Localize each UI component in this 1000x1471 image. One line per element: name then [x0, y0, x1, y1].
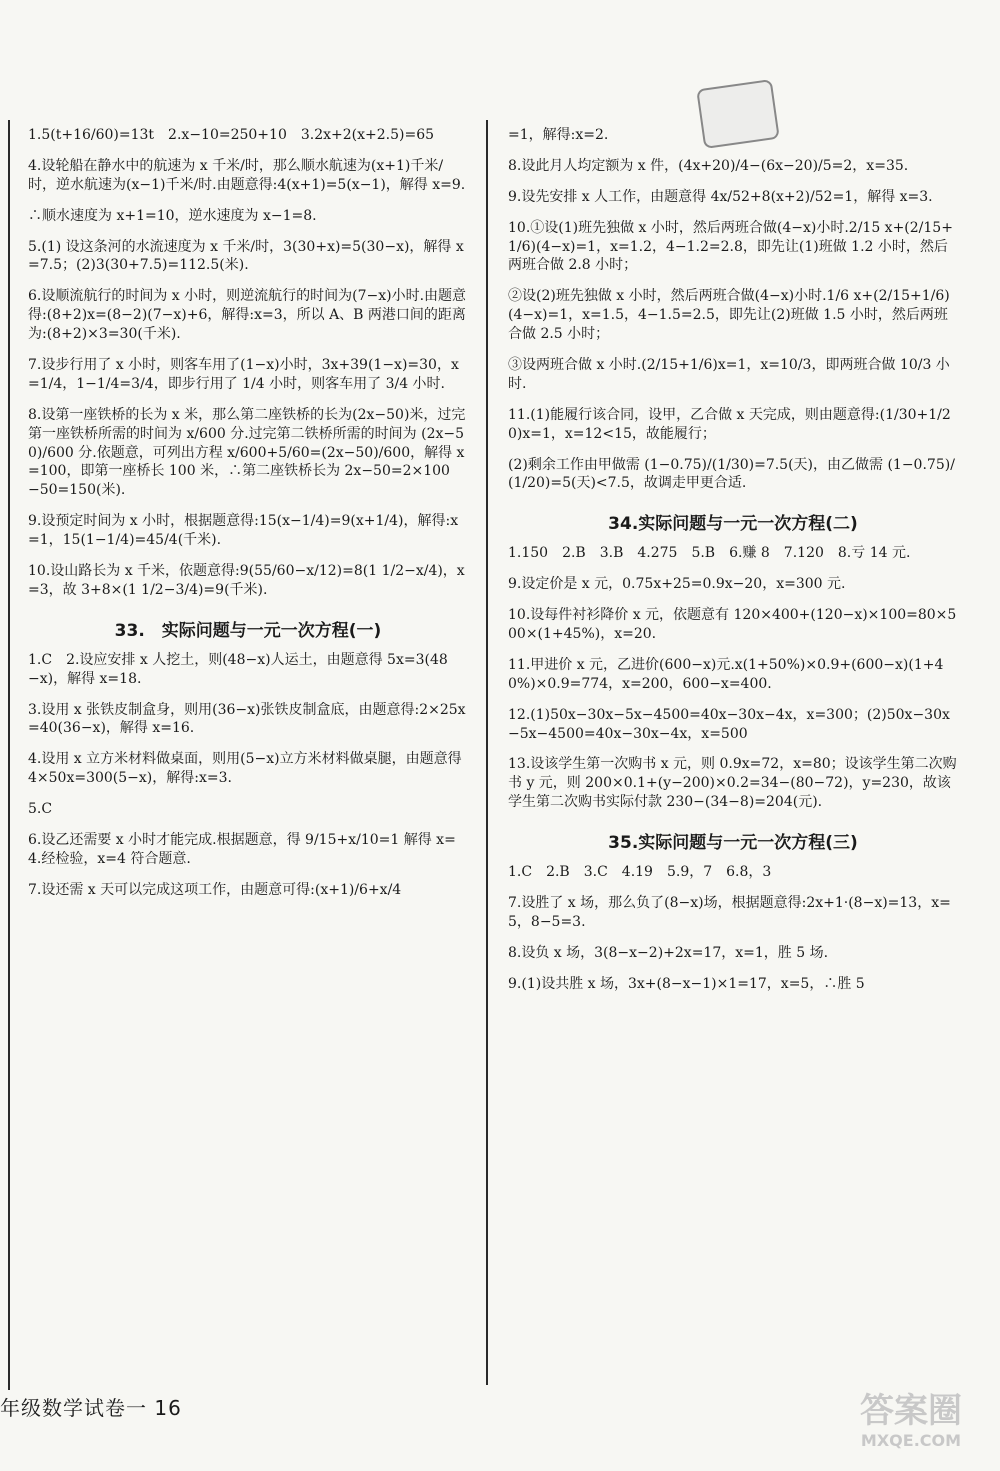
answer-line: 10.设山路长为 x 千米，依题意得:9(55/60−x/12)=8(1 1/2−x/4)，x=3，故 3+8×(1 1/2−3/4)=9(千米).	[28, 563, 465, 598]
section-title-34: 34.实际问题与一元一次方程(二)	[608, 514, 858, 535]
answer-line: 1.C 2.B 3.C 4.19 5.9，7 6.8，3	[508, 864, 772, 881]
answer-line: 9.(1)设共胜 x 场，3x+(8−x−1)×1=17，x=5，∴胜 5	[508, 975, 865, 992]
answer-line: 1.C 2.设应安排 x 人挖土，则(48−x)人运土，由题意得 5x=3(48−x)，解得 x=18.	[28, 651, 448, 687]
answer-line: ∴顺水速度为 x+1=10，逆水速度为 x−1=8.	[28, 207, 317, 224]
answer-line: 4.设轮船在静水中的航速为 x 千米/时，那么顺水航速为(x+1)千米/时，逆水航速为(x−1)千米/时.由题意得:4(x+1)=5(x−1)，解得 x=9.	[28, 157, 466, 193]
right-column	[508, 126, 958, 1006]
answer-line: (2)剩余工作由甲做需 (1−0.75)/(1/30)=7.5(天)，由乙做需 (1−0.75)/(1/20)=5(天)<7.5，故调走甲更合适.	[508, 456, 955, 492]
answer-line: 9.设定价是 x 元，0.75x+25=0.9x−20，x=300 元.	[508, 576, 846, 593]
answer-line: 10.①设(1)班先独做 x 小时，然后两班合做(4−x)小时.2/15 x+(2/15+1/6)(4−x)=1，x=1.2，4−1.2=2.8，即先让(1)班做 1.2 小时，然后两班合做 2.8 小时；	[508, 219, 953, 274]
answer-line: 13.设该学生第一次购书 x 元，则 0.9x=72，x=80；设该学生第二次购书 y 元，则 200×0.1+(y−200)×0.2=34−(80−72)，y=230，故该学生第二次购书实际付款 230−(34−8)=204(元).	[508, 756, 957, 811]
answer-line: 8.设负 x 场，3(8−x−2)+2x=17，x=1，胜 5 场.	[508, 944, 829, 961]
answer-line: 5.C	[28, 801, 53, 818]
answer-line: =1，解得:x=2.	[508, 127, 609, 143]
left-column	[28, 126, 468, 912]
section-title-35: 35.实际问题与一元一次方程(三)	[608, 833, 858, 854]
watermark-logo	[836, 1391, 986, 1457]
answer-line: 5.(1) 设这条河的水流速度为 x 千米/时，3(30+x)=5(30−x)，解得 x=7.5；(2)3(30+7.5)=112.5(米).	[28, 238, 464, 274]
answer-line: 8.设此月人均定额为 x 件，(4x+20)/4−(6x−20)/5=2，x=35.	[508, 157, 909, 174]
answer-line: 7.设步行用了 x 小时，则客车用了(1−x)小时，3x+39(1−x)=30，x=1/4，1−1/4=3/4，即步行用了 1/4 小时，则客车用了 3/4 小时.	[28, 357, 459, 392]
watermark-text: 答案圈	[860, 1391, 962, 1431]
answer-line: 7.设胜了 x 场，那么负了(8−x)场，根据题意得:2x+1·(8−x)=13，x=5，8−5=3.	[508, 895, 951, 930]
answer-line: 1.150 2.B 3.B 4.275 5.B 6.赚 8 7.120 8.亏 14 元.	[508, 545, 911, 562]
answer-line: 3.设用 x 张铁皮制盒身，则用(36−x)张铁皮制盒底，由题意得:2×25x=40(36−x)，解得 x=16.	[28, 701, 466, 737]
answer-line: 4.设用 x 立方米材料做桌面，则用(5−x)立方米材料做桌腿，由题意得 4×50x=300(5−x)，解得:x=3.	[28, 751, 462, 787]
watermark-url: MXQE.COM	[860, 1431, 962, 1450]
page-footer: 年级数学试卷一 16	[0, 1396, 182, 1420]
answer-line: ③设两班合做 x 小时.(2/15+1/6)x=1，x=10/3，即两班合做 10/3 小时.	[508, 357, 950, 392]
left-border-line	[8, 120, 10, 1390]
answer-line: 6.设乙还需要 x 小时才能完成.根据题意，得 9/15+x/10=1 解得 x=4.经检验，x=4 符合题意.	[28, 832, 456, 867]
answer-line: 10.设每件衬衫降价 x 元，依题意有 120×400+(120−x)×100=80×500×(1+45%)，x=20.	[508, 607, 957, 643]
answer-line: ②设(2)班先独做 x 小时，然后两班合做(4−x)小时.1/6 x+(2/15+1/6)(4−x)=1，x=1.5，4−1.5=2.5，即先让(2)班做 1.5 小时，然后两班合做 2.5 小时；	[508, 288, 950, 343]
answer-line: 12.(1)50x−30x−5x−4500=40x−30x−4x，x=300；(2)50x−30x−5x−4500=40x−30x−4x，x=500	[508, 706, 950, 742]
answer-line: 6.设顺流航行的时间为 x 小时，则逆流航行的时间为(7−x)小时.由题意得:(8+2)x=(8−2)(7−x)+6，解得:x=3，所以 A、B 两港口间的距离为:(8+2)×3=30(千米).	[28, 288, 467, 343]
answer-line: 11.(1)能履行该合同，设甲，乙合做 x 天完成，则由题意得:(1/30+1/20)x=1，x=12<15，故能履行；	[508, 406, 951, 442]
answer-line: 9.设预定时间为 x 小时，根据题意得:15(x−1/4)=9(x+1/4)，解得:x=1，15(1−1/4)=45/4(千米).	[28, 513, 459, 549]
answer-line: 11.甲进价 x 元，乙进价(600−x)元.x(1+50%)×0.9+(600−x)(1+40%)×0.9=774，x=200，600−x=400.	[508, 656, 944, 692]
answer-line: 9.设先安排 x 人工作，由题意得 4x/52+8(x+2)/52=1，解得 x=3.	[508, 188, 933, 205]
answer-line: 7.设还需 x 天可以完成这项工作，由题意可得:(x+1)/6+x/4	[28, 881, 402, 898]
answer-line: 8.设第一座铁桥的长为 x 米，那么第二座铁桥的长为(2x−50)米，过完第一座铁桥所需的时间为 x/600 分.过完第二铁桥所需的时间为 (2x−50)/600 分.依题意，可列出方程 x/600+5/60=(2x−50)/600，解得 x=100，即第一座桥长 100 米，∴第二座铁桥长为 2x−50=2×100−50=150(米).	[28, 406, 466, 499]
section-title-33: 33. 实际问题与一元一次方程(一)	[114, 620, 382, 641]
answer-line: 1.5(t+16/60)=13t 2.x−10=250+10 3.2x+2(x+2.5)=65	[28, 127, 435, 143]
column-divider	[486, 120, 488, 1385]
